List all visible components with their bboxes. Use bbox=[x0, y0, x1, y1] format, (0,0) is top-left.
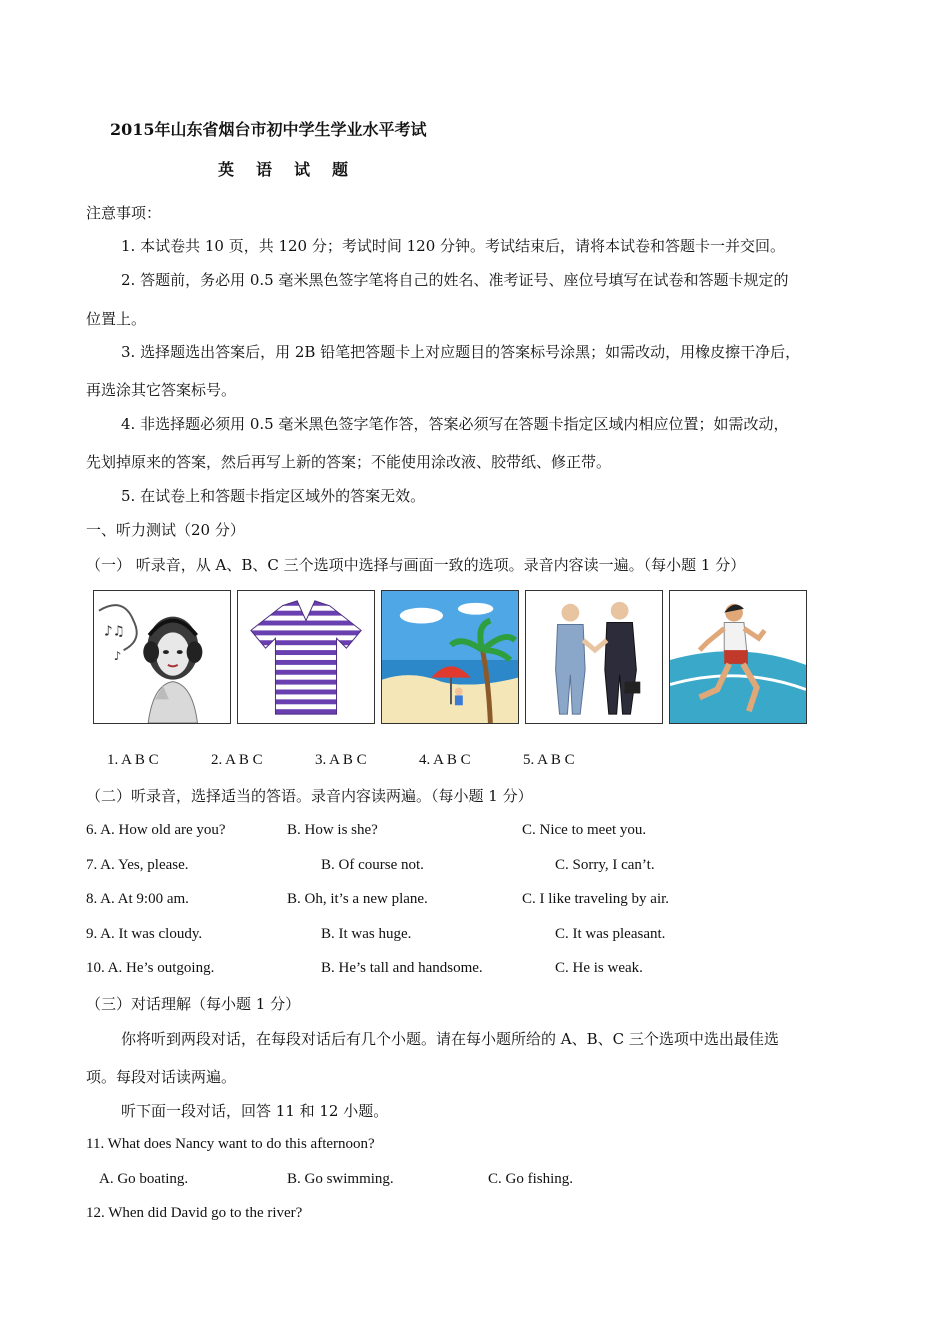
notice-item: 3. 选择题选出答案后，用 2B 铅笔把答题卡上对应题目的答案标号涂黑；如需改动，用橡皮擦干净后， bbox=[121, 343, 801, 361]
question-option: A. Go boating. bbox=[99, 1171, 189, 1187]
question-option: C. Nice to meet you. bbox=[522, 822, 647, 838]
question-option: B. Oh, it’s a new plane. bbox=[287, 891, 428, 907]
question-option: B. He’s tall and handsome. bbox=[321, 960, 483, 976]
notice-item: 2. 答题前，务必用 0.5 毫米黑色签字笔将自己的姓名、准考证号、座位号填写在试卷和答题卡规定的 bbox=[121, 271, 789, 289]
svg-text:♪♫: ♪♫ bbox=[103, 623, 126, 640]
picture-runner bbox=[669, 590, 807, 724]
question-option: 10. A. He’s outgoing. bbox=[86, 960, 215, 976]
picture-striped-shirt bbox=[237, 590, 375, 724]
question-option: B. Of course not. bbox=[321, 857, 424, 873]
exam-subtitle bbox=[218, 157, 370, 180]
svg-text:♪: ♪ bbox=[113, 648, 122, 663]
notice-item: 5. 在试卷上和答题卡指定区域外的答案无效。 bbox=[121, 487, 426, 505]
picture-choice: 5. A B C bbox=[523, 752, 575, 768]
picture-handshake bbox=[525, 590, 663, 724]
picture-woman-headphones bbox=[93, 590, 231, 724]
question-option: B. Go swimming. bbox=[287, 1171, 394, 1187]
question-option: C. Go fishing. bbox=[488, 1171, 574, 1187]
notice-item: 1. 本试卷共 10 页，共 120 分；考试时间 120 分钟。考试结束后，请将本试卷和答题卡一并交回。 bbox=[121, 237, 786, 255]
part3-intro: 听下面一段对话，回答 11 和 12 小题。 bbox=[121, 1102, 389, 1120]
part2-instruction: （二）听录音，选择适当的答语。录音内容读两遍。（每小题 1 分） bbox=[86, 787, 533, 805]
part1-instruction: （一） 听录音，从 A、B、C 三个选项中选择与画面一致的选项。录音内容读一遍。（每小题 1 分） bbox=[86, 556, 746, 574]
subtitle-char: 题 bbox=[332, 160, 349, 179]
question-12: 12. When did David go to the river? bbox=[86, 1205, 303, 1221]
question-option: B. How is she? bbox=[287, 822, 378, 838]
picture-beach-scene bbox=[381, 590, 519, 724]
notice-item: 4. 非选择题必须用 0.5 毫米黑色签字笔作答，答案必须写在答题卡指定区域内相应位置；如需改动， bbox=[121, 415, 789, 433]
question-option: 6. A. How old are you? bbox=[86, 822, 226, 838]
exam-title: 2015年山东省烟台市初中学生学业水平考试 bbox=[110, 120, 427, 139]
question-option: B. It was huge. bbox=[321, 926, 412, 942]
subtitle-char: 英 bbox=[218, 160, 235, 179]
picture-choice: 2. A B C bbox=[211, 752, 263, 768]
question-option: C. I like traveling by air. bbox=[522, 891, 670, 907]
part3-description: 项。每段对话读两遍。 bbox=[86, 1068, 237, 1086]
picture-choice: 1. A B C bbox=[107, 752, 159, 768]
question-option: 8. A. At 9:00 am. bbox=[86, 891, 189, 907]
question-option: 9. A. It was cloudy. bbox=[86, 926, 203, 942]
question-option: C. Sorry, I can’t. bbox=[555, 857, 655, 873]
question-11: 11. What does Nancy want to do this afternoon? bbox=[86, 1136, 375, 1152]
question-option: C. He is weak. bbox=[555, 960, 643, 976]
question-option: C. It was pleasant. bbox=[555, 926, 666, 942]
part3-instruction: （三）对话理解（每小题 1 分） bbox=[86, 995, 301, 1013]
picture-choice: 3. A B C bbox=[315, 752, 367, 768]
notice-heading: 注意事项： bbox=[86, 204, 162, 222]
part3-description: 你将听到两段对话，在每段对话后有几个小题。请在每小题所给的 A、B、C 三个选项中选出最佳选 bbox=[121, 1030, 779, 1048]
notice-item: 位置上。 bbox=[86, 310, 147, 328]
notice-item: 先划掉原来的答案，然后再写上新的答案；不能使用涂改液、胶带纸、修正带。 bbox=[86, 453, 612, 471]
picture-choice: 4. A B C bbox=[419, 752, 471, 768]
question-option: 7. A. Yes, please. bbox=[86, 857, 189, 873]
subtitle-char: 试 bbox=[294, 160, 311, 179]
subtitle-char: 语 bbox=[256, 160, 273, 179]
notice-item: 再选涂其它答案标号。 bbox=[86, 381, 237, 399]
section-heading: 一、听力测试（20 分） bbox=[86, 521, 245, 539]
